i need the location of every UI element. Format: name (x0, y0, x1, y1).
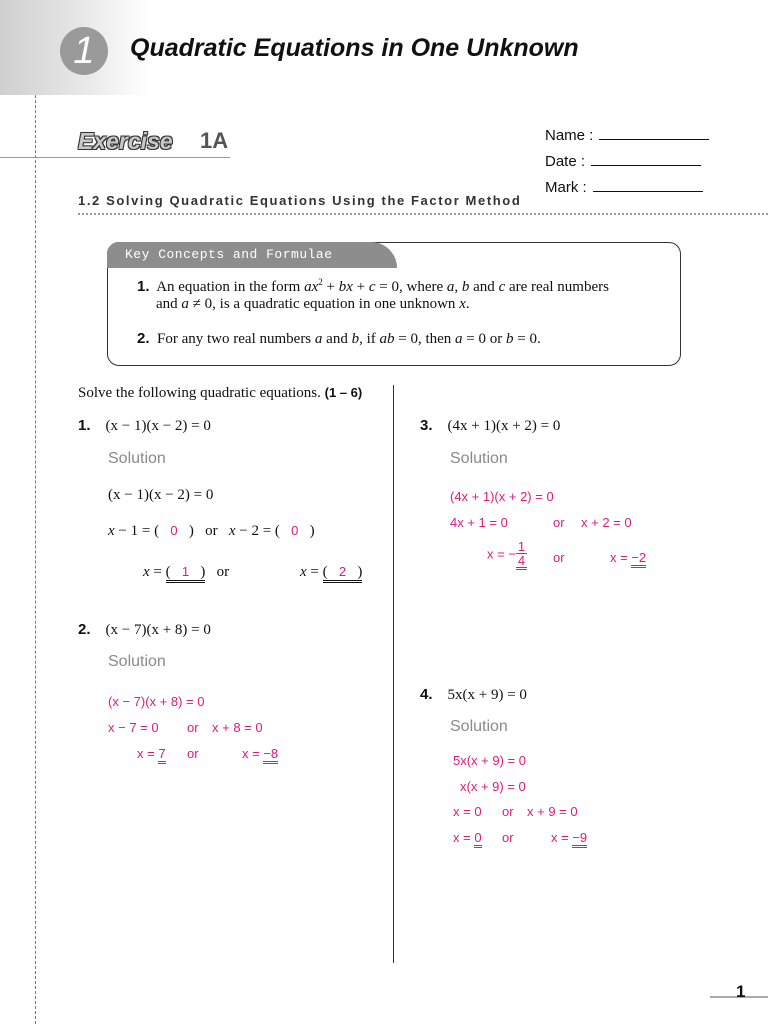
q2-line2b: x + 8 = 0 (212, 720, 263, 735)
q4-answer-a: x = 0 (453, 830, 482, 845)
question-1: 1. (x − 1)(x − 2) = 0 (78, 417, 211, 434)
q3-line1: (4x + 1)(x + 2) = 0 (450, 489, 554, 504)
q2-answer-a: x = 7 (137, 746, 166, 761)
q3-answer-a: x = − $\frac{1}{4}$ (487, 539, 526, 568)
name-field: Name : (545, 126, 709, 144)
chapter-title: Quadratic Equations in One Unknown (130, 34, 579, 62)
q1-solution-label: Solution (108, 450, 166, 467)
chapter-number: 1 (60, 27, 108, 75)
q4-answer-b: x = −9 (551, 830, 587, 845)
q4-or2: or (502, 830, 514, 845)
question-3: 3. (4x + 1)(x + 2) = 0 (420, 417, 561, 434)
q3-or2: or (553, 550, 565, 565)
q3-answer-b: x = −2 (610, 550, 646, 565)
exercise-word: Exercise (78, 128, 173, 154)
q1-line3: x = ( 1 ) or (143, 564, 229, 581)
q2-line2a: x − 7 = 0 (108, 720, 159, 735)
q3-solution-label: Solution (450, 450, 508, 467)
q4-line3a: x = 0 (453, 804, 482, 819)
q4-line1: 5x(x + 9) = 0 (453, 753, 526, 768)
date-blank[interactable] (591, 152, 701, 166)
column-divider (393, 385, 394, 963)
question-2: 2. (x − 7)(x + 8) = 0 (78, 621, 211, 638)
q4-line3b: x + 9 = 0 (527, 804, 578, 819)
dotted-divider (78, 213, 768, 215)
mark-blank[interactable] (593, 178, 703, 192)
key-concept-1: 1. An equation in the form $ax^2$ + bx + c = 0, where a, b and c are real numbers and a ≠ 0, is a quadratic equation in one unknown x. (137, 277, 609, 312)
mark-field: Mark : (545, 178, 703, 196)
question-4: 4. 5x(x + 9) = 0 (420, 686, 527, 703)
q2-or2: or (187, 746, 199, 761)
key-concept-2: 2. For any two real numbers a and b, if ab = 0, then a = 0 or b = 0. (137, 330, 541, 347)
exercise-underline (0, 157, 230, 158)
q1-line2: x − 1 = ( 0 ) or x − 2 = ( 0 ) (108, 523, 315, 539)
q2-answer-b: x = −8 (242, 746, 278, 761)
q4-solution-label: Solution (450, 718, 508, 735)
section-heading: 1.2 Solving Quadratic Equations Using the Factor Method (78, 193, 522, 208)
key-concepts-heading: Key Concepts and Formulae (125, 247, 333, 262)
exercise-number: 1A (200, 128, 229, 153)
q3-line2b: x + 2 = 0 (581, 515, 632, 530)
q1-line3b: x = ( 2 ) (300, 564, 362, 581)
page-number: 1 (736, 982, 746, 1001)
q3-line2a: 4x + 1 = 0 (450, 515, 508, 530)
name-blank[interactable] (599, 126, 709, 140)
q2-line1: (x − 7)(x + 8) = 0 (108, 694, 205, 709)
q2-or1: or (187, 720, 199, 735)
margin-guide (35, 0, 36, 1024)
instruction: Solve the following quadratic equations. (1 – 6) (78, 385, 363, 401)
date-field: Date : (545, 152, 701, 170)
q4-line2: x(x + 9) = 0 (460, 779, 526, 794)
q2-solution-label: Solution (108, 653, 166, 670)
q4-or1: or (502, 804, 514, 819)
q1-line1: (x − 1)(x − 2) = 0 (108, 487, 214, 503)
q3-or1: or (553, 515, 565, 530)
